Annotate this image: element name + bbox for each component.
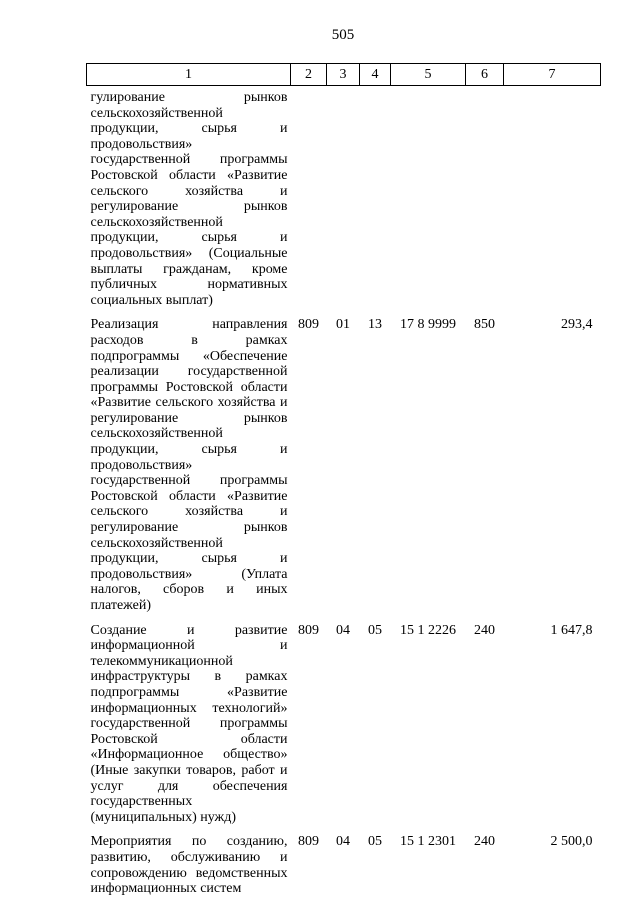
table-row (87, 834, 601, 905)
row-subsection-code: 13 (368, 317, 382, 333)
table-row (87, 623, 601, 835)
row-description: Создание и развитие информационной и телекоммуникационной инфраструктуры в рамках подпрограммы «Развитие информационных технологий» государственной программы Ростовской области «Информационное общество» (Иные закупки товаров, работ и услуг для обеспечения государственных (муниципальных) нужд) (90, 622, 288, 825)
column-header-ministry: 2 (291, 64, 327, 86)
row-target-code: 15 1 2226 (400, 622, 456, 638)
row-description: Реализация направления расходов в рамках подпрограммы «Обеспечение реализации государственной программы Ростовской области «Развитие сельского хозяйства и регулирование рынков сельскохозяйственной продукции, сырья и продовольствия» государственной программы Ростовской области «Развитие сельского хозяйства и регулирование рынков сельскохозяйственной продукции, сырья и продовольствия» (Уплата налогов, сборов и иных платежей) (90, 317, 288, 613)
column-header-target: 5 (391, 64, 466, 86)
column-header-amount: 7 (504, 64, 601, 86)
row-amount: 293,4 (561, 317, 593, 333)
table-row (87, 86, 601, 318)
row-ministry-code (291, 86, 327, 318)
column-header-description: 1 (87, 64, 291, 86)
row-subsection-code: 05 (368, 622, 382, 638)
row-target-code: 15 1 2301 (400, 834, 456, 850)
row-expense-type-code: 240 (474, 622, 495, 638)
row-target-code (391, 86, 466, 318)
row-amount: 1 647,8 (550, 622, 593, 638)
row-expense-type-code: 240 (474, 834, 495, 850)
table-row (87, 317, 601, 622)
row-expense-type-code (466, 86, 504, 318)
row-ministry-code: 809 (298, 834, 319, 850)
row-section-code (327, 86, 360, 318)
row-section-code: 04 (336, 622, 350, 638)
budget-table (86, 63, 601, 906)
row-section-code: 04 (336, 834, 350, 850)
row-subsection-code (360, 86, 391, 318)
row-subsection-code: 05 (368, 834, 382, 850)
column-header-section: 3 (327, 64, 360, 86)
row-target-code: 17 8 9999 (400, 317, 456, 333)
column-header-subsection: 4 (360, 64, 391, 86)
row-amount (504, 86, 601, 318)
row-expense-type-code: 850 (474, 317, 495, 333)
row-section-code: 01 (336, 317, 350, 333)
header-row (87, 64, 601, 86)
row-ministry-code: 809 (298, 622, 319, 638)
row-description: Мероприятия по созданию, развитию, обслуживанию и сопровождению ведомственных информационных систем (90, 834, 288, 897)
column-header-expense-type: 6 (466, 64, 504, 86)
page-number: 505 (331, 27, 355, 43)
row-amount: 2 500,0 (550, 834, 593, 850)
row-description: гулирование рынков сельскохозяйственной продукции, сырья и продовольствия» государственной программы Ростовской области «Развитие сельского хозяйства и регулирование рынков сельскохозяйственной продукции, сырья и продовольствия» (Социальные выплаты гражданам, кроме публичных нормативных социальных выплат) (90, 90, 288, 308)
row-ministry-code: 809 (298, 317, 319, 333)
